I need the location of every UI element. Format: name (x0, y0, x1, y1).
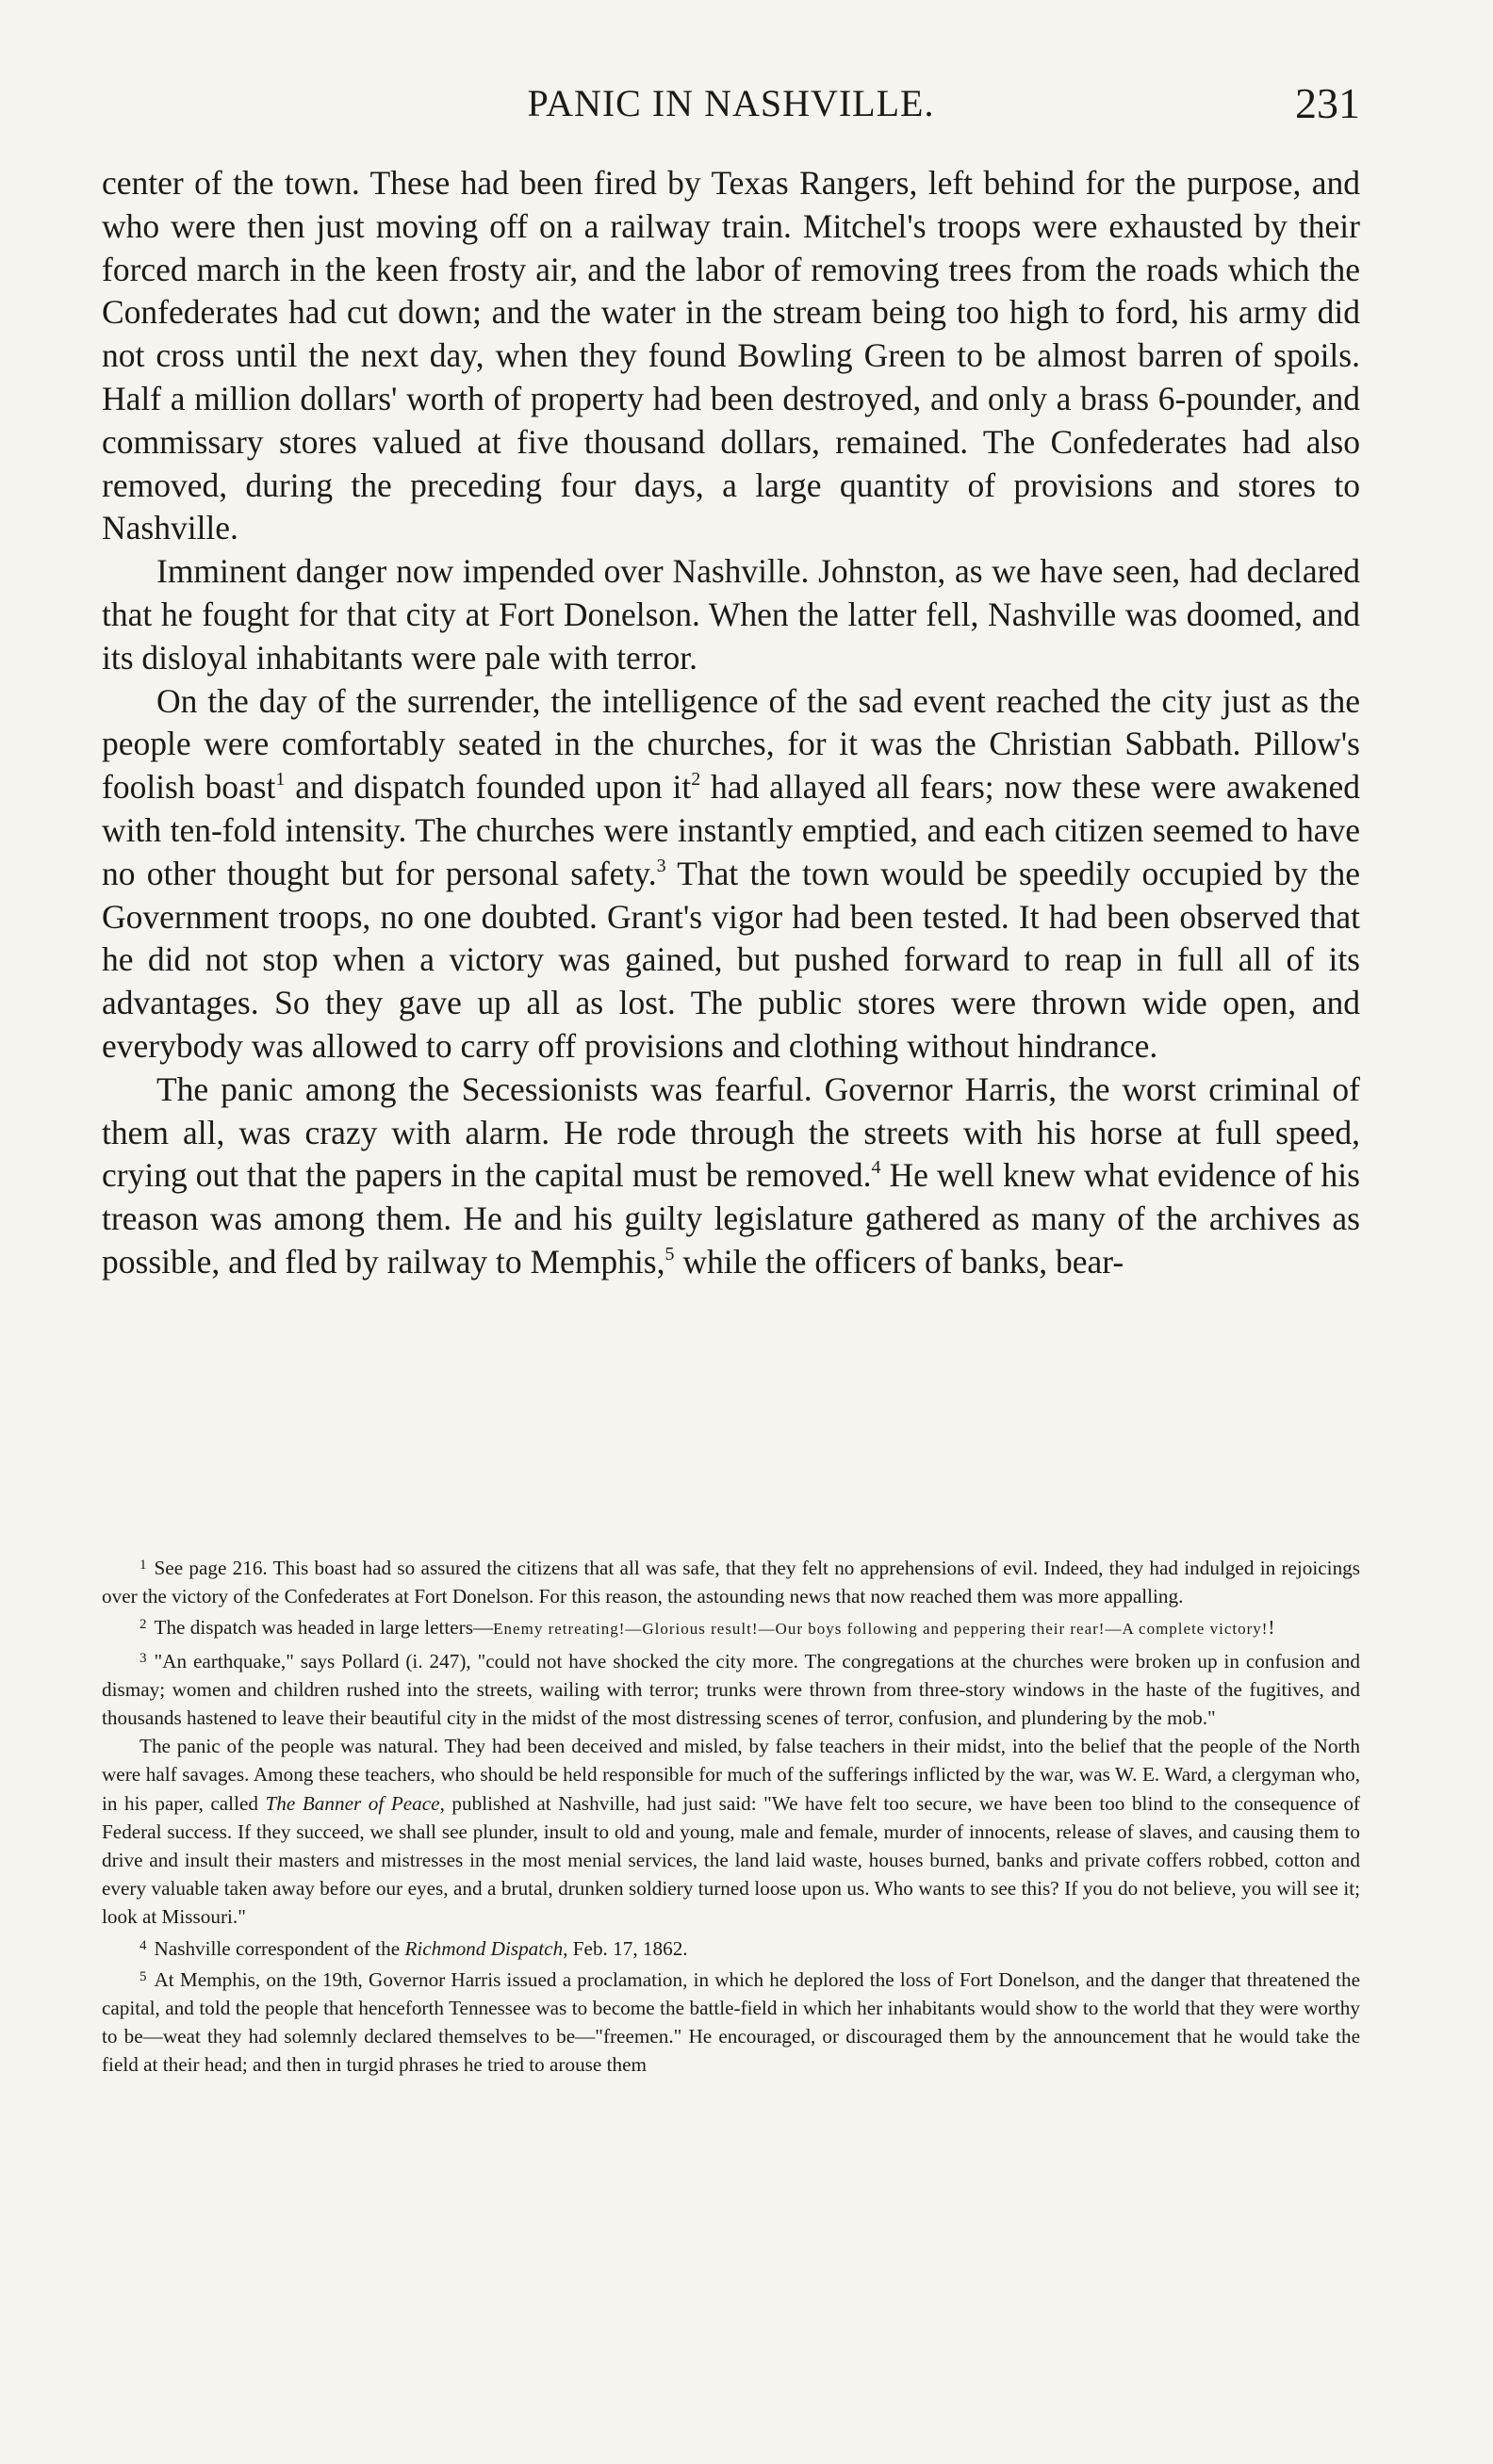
running-head (102, 77, 1360, 130)
footnote-continuation (102, 1732, 1360, 1931)
footnote-headline: Enemy retreating!—Glorious result!—Our boys following and peppering their rear!—A complete victory! (493, 1620, 1269, 1639)
footnotes (102, 1551, 1360, 2080)
footnote-text: See page 216. This boast had so assured the citizens that all was safe, that they felt no apprehensions of evil. Indeed, they had indulged in rejoicings over the victory of the Confederates at Fort Donelson. For this reason, the astounding news that now reached them was more appalling. (102, 1557, 1360, 1608)
footnote-mark: 4 (139, 1937, 147, 1953)
paragraph (102, 680, 1360, 1069)
footnote (102, 1932, 1360, 1963)
paragraph-text: The panic among the Secessionists was fearful. Governor Harris, the worst criminal of them all, was crazy with alarm. He rode through the streets with his horse at full speed, crying out that the papers in the capital must be removed. (102, 1069, 1360, 1195)
paragraph-text: On the day of the surrender, the intelligence of the sad event reached the city just as the people were comfortably seated in the churches, for it was the Christian Sabbath. Pillow's foolish boast (102, 681, 1360, 807)
footnote-ref: 1 (275, 769, 286, 791)
paragraph-text: while the officers of banks, bear- (674, 1242, 1124, 1281)
body-text (102, 162, 1360, 1284)
footnote-mark: 2 (139, 1617, 147, 1633)
footnote-text: , Feb. 17, 1862. (563, 1936, 688, 1960)
footnote-text: The dispatch was headed in large letters— (154, 1616, 494, 1640)
publication-title: Richmond Dispatch (404, 1936, 564, 1960)
paragraph-text: That the town would be speedily occupied by the Government troops, no one doubted. Grant's vigor had been tested. It had been observed that he did not stop when a victory was gained, but pushed forward to reap in full all of its advantages. So they gave up all as lost. The public stores were thrown wide open, and everybody was allowed to carry off provisions and clothing without hindrance. (102, 854, 1360, 1065)
footnote-text: Nashville correspondent of the (154, 1936, 405, 1960)
footnote (102, 1644, 1360, 1733)
footnote-ref: 4 (871, 1157, 881, 1179)
footnote (102, 1610, 1360, 1643)
page-title: PANIC IN NASHVILLE. (527, 82, 935, 124)
paragraph-text: had allayed all fears; now these were awakened with ten-fold intensity. The churches were instantly emptied, and each citizen seemed to have no other thought but for personal safety. (102, 768, 1360, 892)
paragraph-text: and dispatch founded upon it (285, 768, 692, 807)
footnote-text: "An earthquake," says Pollard (i. 247), "could not have shocked the city more. The congregations at the churches were broken up in confusion and dismay; women and children rushed into the streets, wailing with terror; trunks were thrown from three-story windows in the haste of the fugitives, and thousands hastened to leave their beautiful city in the midst of the most distressing scenes of terror, confusion, and plundering by the mob." (102, 1649, 1360, 1730)
footnote-ref: 2 (691, 769, 701, 791)
paragraph (102, 1069, 1360, 1284)
footnote-text: , published at Nashville, had just said: "We have felt too secure, we have been too blind to the consequence of Federal success. If they succeed, we shall see plunder, insult to old and young, male and female, murder of innocents, release of slaves, and causing them to drive and insult their masters and mistresses in the most menial services, the land laid waste, houses burned, banks and private coffers robbed, cotton and every valuable taken away before our eyes, and a brutal, drunken soldiery turned loose upon us. Who wants to see this? If you do not believe, you will see it; look at Missouri." (102, 1791, 1360, 1929)
footnote-mark: 1 (139, 1558, 147, 1573)
footnote-text: The panic of the people was natural. They had been deceived and misled, by false teachers in their midst, into the belief that the people of the North were half savages. Among these teachers, who should be held responsible for much of the sufferings inflicted by the war, was W. E. Ward, a clergyman who, in his paper, called (102, 1735, 1360, 1815)
publication-title: The Banner of Peace (265, 1791, 440, 1815)
footnote-mark: 3 (139, 1650, 147, 1666)
paragraph-text: He well knew what evidence of his treason was among them. He and his guilty legislature gathered as many of the archives as possible, and fled by railway to Memphis, (102, 1156, 1360, 1281)
paragraph: center of the town. These had been fired by Texas Rangers, left behind for the purpose, and who were then just moving off on a railway train. Mitchel's troops were exhausted by their forced march in the keen frosty air, and the labor of removing trees from the roads which the Confederates had cut down; and the water in the stream being too high to ford, his army did not cross until the next day, when they found Bowling Green to be almost barren of spoils. Half a million dollars' worth of property had been destroyed, and only a brass 6-pounder, and commissary stores valued at five thousand dollars, remained. The Confederates had also removed, during the preceding four days, a large quantity of provisions and stores to Nashville. (102, 164, 1360, 547)
footnote (102, 1963, 1360, 2080)
paragraph: Imminent danger now impended over Nashville. Johnston, as we have seen, had declared that he fought for that city at Fort Donelson. When the latter fell, Nashville was doomed, and its disloyal inhabitants were pale with terror. (102, 552, 1360, 677)
footnote-text: ! (1268, 1616, 1275, 1640)
footnote (102, 1551, 1360, 1610)
page-number: 231 (1295, 79, 1360, 127)
footnote-text: At Memphis, on the 19th, Governor Harris issued a proclamation, in which he deplored the loss of Fort Donelson, and the danger that threatened the capital, and told the people that henceforth Tennessee was to become the battle-field in which her inhabitants would show to the world that they were worthy to be—weat they had solemnly declared themselves to be—"freemen." He encouraged, or discouraged them by the announcement that he would take the field at their head; and then in turgid phrases he tried to arouse them (102, 1967, 1360, 2077)
footnote-ref: 3 (656, 855, 666, 876)
footnote-mark: 5 (139, 1968, 147, 1984)
footnote-ref: 5 (664, 1243, 675, 1265)
